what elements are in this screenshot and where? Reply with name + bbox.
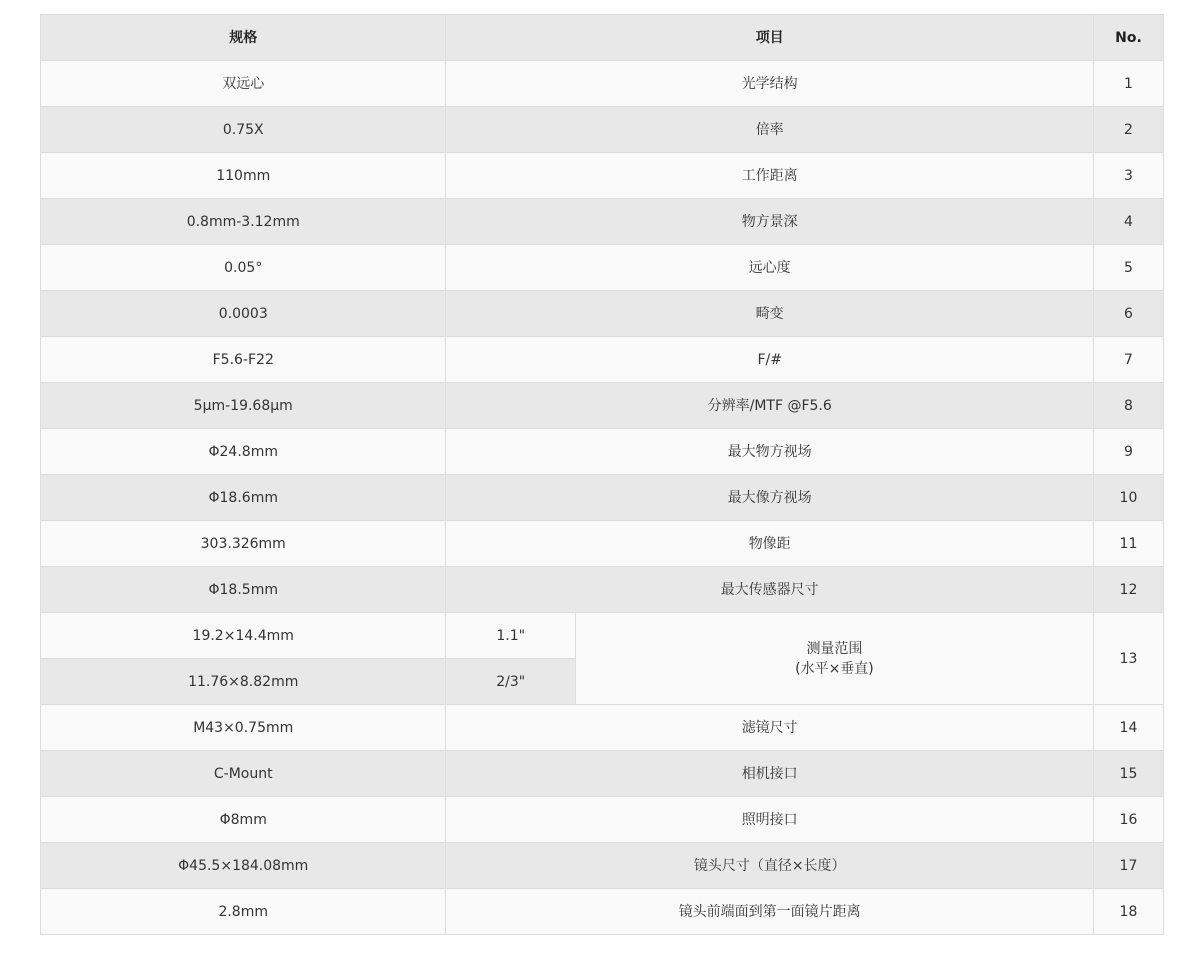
table-row	[41, 797, 1164, 843]
cell-item: 远心度	[446, 245, 1093, 291]
table-row-measurement	[41, 613, 1164, 659]
cell-no: 7	[1093, 337, 1163, 383]
cell-no: 8	[1093, 383, 1163, 429]
cell-no: 9	[1093, 429, 1163, 475]
cell-spec: Φ18.5mm	[41, 567, 446, 613]
table-row	[41, 199, 1164, 245]
table-row	[41, 383, 1164, 429]
table-row	[41, 567, 1164, 613]
cell-spec: 0.0003	[41, 291, 446, 337]
cell-spec: 0.05°	[41, 245, 446, 291]
cell-spec: F5.6-F22	[41, 337, 446, 383]
cell-spec: Φ18.6mm	[41, 475, 446, 521]
cell-spec: 双远心	[41, 61, 446, 107]
cell-spec: 0.8mm-3.12mm	[41, 199, 446, 245]
table-row	[41, 843, 1164, 889]
spec-table-container	[40, 14, 1164, 935]
cell-no: 16	[1093, 797, 1163, 843]
cell-spec: 110mm	[41, 153, 446, 199]
table-row	[41, 337, 1164, 383]
table-row	[41, 153, 1164, 199]
cell-spec: Φ24.8mm	[41, 429, 446, 475]
header-item: 项目	[446, 15, 1093, 61]
cell-spec: Φ8mm	[41, 797, 446, 843]
cell-spec: M43×0.75mm	[41, 705, 446, 751]
table-row	[41, 245, 1164, 291]
cell-sensor-size: 2/3"	[446, 659, 575, 705]
cell-sensor-size: 1.1"	[446, 613, 575, 659]
cell-spec: 303.326mm	[41, 521, 446, 567]
cell-item: F/#	[446, 337, 1093, 383]
cell-item: 相机接口	[446, 751, 1093, 797]
cell-no: 6	[1093, 291, 1163, 337]
header-spec: 规格	[41, 15, 446, 61]
cell-item: 物方景深	[446, 199, 1093, 245]
table-row	[41, 705, 1164, 751]
cell-item: 最大传感器尺寸	[446, 567, 1093, 613]
cell-no: 5	[1093, 245, 1163, 291]
table-row	[41, 61, 1164, 107]
cell-spec: 11.76×8.82mm	[41, 659, 446, 705]
table-row	[41, 429, 1164, 475]
cell-no: 17	[1093, 843, 1163, 889]
table-row	[41, 475, 1164, 521]
cell-item: 物像距	[446, 521, 1093, 567]
table-header-row	[41, 15, 1164, 61]
cell-spec: C-Mount	[41, 751, 446, 797]
cell-no: 11	[1093, 521, 1163, 567]
cell-item: 照明接口	[446, 797, 1093, 843]
cell-item: 镜头前端面到第一面镜片距离	[446, 889, 1093, 935]
cell-no: 3	[1093, 153, 1163, 199]
table-row	[41, 751, 1164, 797]
measurement-range-label: 测量范围	[806, 640, 863, 657]
cell-no: 2	[1093, 107, 1163, 153]
cell-item: 畸变	[446, 291, 1093, 337]
cell-item-measurement-range	[575, 613, 1093, 705]
cell-spec: 5μm-19.68μm	[41, 383, 446, 429]
cell-item: 镜头尺寸（直径×长度）	[446, 843, 1093, 889]
table-row	[41, 521, 1164, 567]
cell-no: 14	[1093, 705, 1163, 751]
cell-item: 最大像方视场	[446, 475, 1093, 521]
cell-no: 12	[1093, 567, 1163, 613]
cell-item: 滤镜尺寸	[446, 705, 1093, 751]
cell-item: 工作距离	[446, 153, 1093, 199]
cell-item: 光学结构	[446, 61, 1093, 107]
cell-no: 4	[1093, 199, 1163, 245]
table-row	[41, 889, 1164, 935]
cell-no: 10	[1093, 475, 1163, 521]
cell-item: 分辨率/MTF @F5.6	[446, 383, 1093, 429]
cell-item: 倍率	[446, 107, 1093, 153]
cell-item: 最大物方视场	[446, 429, 1093, 475]
cell-spec: Φ45.5×184.08mm	[41, 843, 446, 889]
header-no: No.	[1093, 15, 1163, 61]
cell-no: 18	[1093, 889, 1163, 935]
cell-spec: 19.2×14.4mm	[41, 613, 446, 659]
cell-spec: 2.8mm	[41, 889, 446, 935]
cell-no: 15	[1093, 751, 1163, 797]
table-row	[41, 107, 1164, 153]
spec-table	[40, 14, 1164, 935]
cell-spec: 0.75X	[41, 107, 446, 153]
cell-no: 13	[1093, 613, 1163, 705]
cell-no: 1	[1093, 61, 1163, 107]
measurement-range-sublabel: (水平×垂直)	[795, 660, 874, 677]
table-row	[41, 291, 1164, 337]
